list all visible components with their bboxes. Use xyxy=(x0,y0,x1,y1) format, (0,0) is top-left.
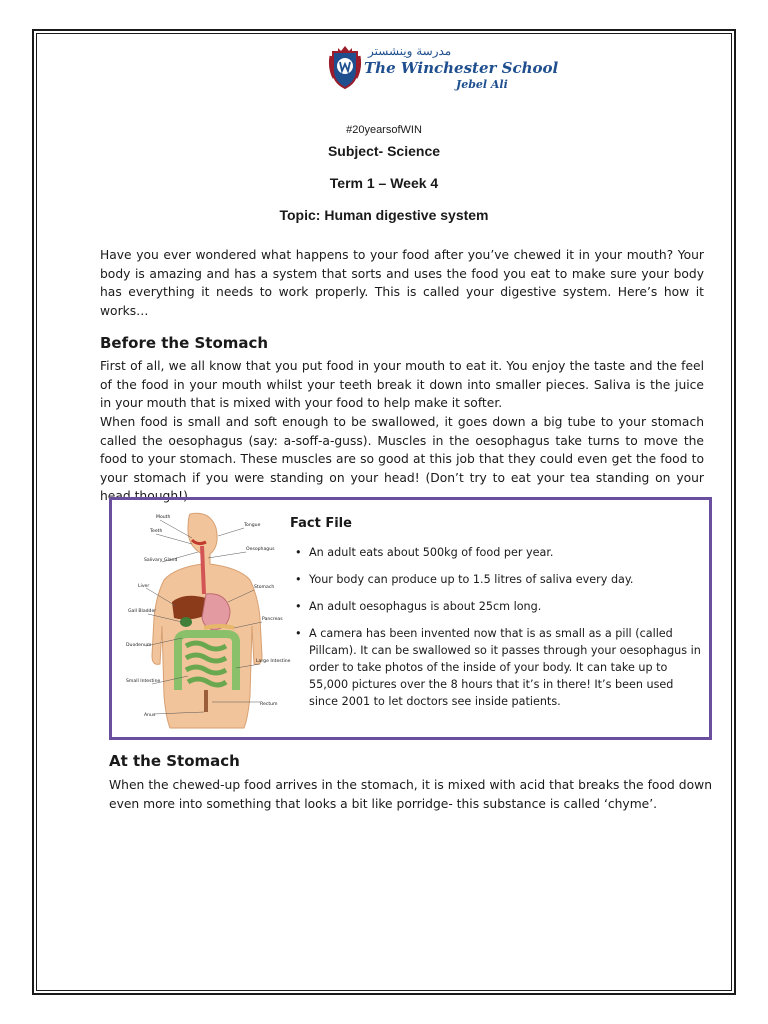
fact-file-box xyxy=(109,497,712,740)
logo-school-name: The Winchester School xyxy=(364,59,559,77)
diagram-label-mouth: Mouth xyxy=(156,515,171,520)
fact-text: An adult oesophagus is about 25cm long. xyxy=(309,600,542,613)
bullet-icon: • xyxy=(295,546,302,559)
hashtag: #20yearsofWIN xyxy=(346,124,422,136)
term-title: Term 1 – Week 4 xyxy=(329,175,439,191)
digestive-system-diagram xyxy=(122,506,292,734)
fact-item xyxy=(295,544,705,561)
diagram-label-duodenum: Duodenum xyxy=(126,643,152,648)
diagram-label-salivary-gland: Salivary Gland xyxy=(144,558,178,563)
diagram-label-rectum: Rectum xyxy=(260,702,278,707)
diagram-label-large-intestine: Large Intestine xyxy=(256,659,291,664)
diagram-label-stomach: Stomach xyxy=(254,585,275,590)
fact-item xyxy=(295,625,705,710)
school-crest-icon xyxy=(328,44,362,90)
diagram-label-small-intestine: Small Intestine xyxy=(126,679,161,684)
before-stomach-paragraph-2: When food is small and soft enough to be swallowed, it goes down a big tube to your stomach called the oesophagus (say: a-soff-a-guss). Muscles in the oesophagus take turns to move the food to your stomach. These muscles are so good at this job that they could even get the food to your stomach if you were standing on your head! (Don’t try to eat your tea standing on your head though!) xyxy=(100,415,704,503)
bullet-icon: • xyxy=(295,573,302,586)
bullet-icon: • xyxy=(295,627,302,640)
diagram-label-liver: Liver xyxy=(138,584,150,589)
diagram-label-gall-bladder: Gall Bladder xyxy=(128,609,157,614)
bullet-icon: • xyxy=(295,600,302,613)
diagram-label-pancreas: Pancreas xyxy=(262,617,283,622)
before-stomach-heading: Before the Stomach xyxy=(100,334,269,352)
fact-text: A camera has been invented now that is as small as a pill (called Pillcam). It can be swallowed so it passes through your oesophagus in order to take photos of the inside of your body. It can take up to 55,000 pictures over the 8 hours that it’s in there! It’s been used since 2001 to let doctors see inside patients. xyxy=(309,627,701,708)
diagram-label-oesophagus: Oesophagus xyxy=(246,547,275,552)
intro-paragraph: Have you ever wondered what happens to your food after you’ve chewed it in your mouth? Your body is amazing and has a system that sorts and uses the food you eat to make sure your body has everything it needs to work properly. This is called your digestive system. Here’s how it works… xyxy=(100,248,704,318)
at-stomach-heading: At the Stomach xyxy=(109,752,240,770)
diagram-label-anus: Anus xyxy=(144,713,156,718)
logo-arabic-text: مدرسة وينشستر xyxy=(368,44,452,58)
at-stomach-paragraph: When the chewed-up food arrives in the stomach, it is mixed with acid that breaks the food down even more into something that looks a bit like porridge- this substance is called ‘chyme’. xyxy=(109,778,712,811)
fact-file-list xyxy=(295,544,705,720)
topic-title: Topic: Human digestive system xyxy=(279,207,489,223)
fact-text: Your body can produce up to 1.5 litres of saliva every day. xyxy=(309,573,634,586)
school-logo xyxy=(328,44,559,94)
before-stomach-paragraph-1: First of all, we all know that you put food in your mouth to eat it. You enjoy the taste and the feel of the food in your mouth whilst your teeth break it down into smaller pieces. Saliva is the juice in your mouth that is mixed with your food to help make it softer. xyxy=(100,359,704,410)
fact-file-title: Fact File xyxy=(290,516,352,531)
subject-title: Subject- Science xyxy=(327,143,441,159)
fact-text: An adult eats about 500kg of food per year. xyxy=(309,546,554,559)
fact-item xyxy=(295,571,705,588)
diagram-label-tongue: Tongue xyxy=(244,523,261,528)
diagram-label-teeth: Teeth xyxy=(150,529,163,534)
fact-item xyxy=(295,598,705,615)
logo-location: Jebel Ali xyxy=(456,78,508,91)
